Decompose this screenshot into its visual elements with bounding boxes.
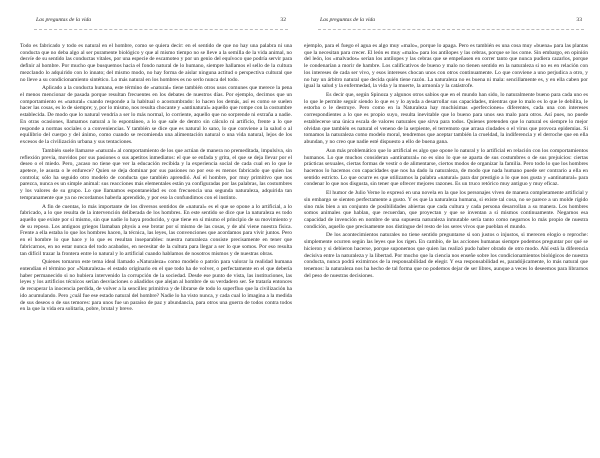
page-body xyxy=(304,43,588,279)
paragraph: También suele llamarse «natural» al comportamiento de los que actúan de manera no premeditada, impulsiva, sin reflexión previa, movidos por sus pasiones o sus apetitos inmediatos: el que se enfada y grita, el que se deja llevar por el deseo o el miedo. Pero, ¿acaso no tiene que ver la educación recibida y la experiencia social de cada cual en lo que le apetece, le asusta o le enfurece? Quien se deja dominar por sus pasiones no por eso es menos fabricado que quien las controla; sólo ha seguido otro modelo de conducta que también aprendió. Así el hombre, por muy primitivo que nos parezca, nunca es un simple animal: sus reacciones más elementales están ya configuradas por las palabras, las costumbres y los valores de su grupo. Lo que llamamos espontaneidad es con frecuencia una segunda naturaleza, adquirida tan tempranamente que ya no recordamos haberla aprendido, y por eso la confundimos con el instinto. xyxy=(20,147,292,201)
header-rule xyxy=(34,29,288,30)
left-page xyxy=(20,0,292,458)
paragraph: ejemplo, para el fuego el agua es algo muy «malo», porque lo apaga. Pero es también es una cosa muy «buena» para las plantas que la necesitan para crecer. El león es muy «malo» para los antílopes y las cebras, porque se los come. Sin embargo, en opinión del león, los «malvados» serían los antílopes y las cebras que se empeñasen en correr tanto que nunca pudiera cazarlos, porque le condenarían a morir de hambre. Los calificativos de bueno y malo no tienen sentido en la naturaleza si no es en relación con los intereses de cada ser vivo, y esos intereses chocan unos con otros continuamente. Lo que conviene a uno perjudica a otro, y no hay un árbitro natural que decida quién tiene razón. La naturaleza no es buena ni mala: sencillamente es, y en ella caben por igual la salud y la enfermedad, la vida y la muerte, la armonía y la catástrofe. xyxy=(304,43,588,90)
paragraph: Quienes tomaron este tema ideal llamado «Naturaleza» como modelo o patrón para valorar la realidad humana entendían el término por «Naturaleza» el estado originario en el que todo ha de volver, o perfectamente en el que debería haber permanecido si no hubiera intervenido la corrupción de la sociedad. Desde ese punto de vista, las instituciones, las leyes y los artificios técnicos serían desviaciones o añadidos que alejan al hombre de su verdadero ser. Se trataría entonces de recuperar la inocencia perdida, de volver a la sencillez primitiva y de librarse de todo lo superfluo que la civilización ha ido acumulando. Pero ¿cuál fue ese estado natural del hombre? Nadie lo ha visto nunca, y cada cual lo imagina a la medida de sus deseos o de sus temores: para unos fue un paraíso de paz y abundancia, para otros una guerra de todos contra todos en la que la vida era solitaria, pobre, brutal y breve. xyxy=(20,259,292,313)
paragraph: El humor de Julio Verne lo expresó en una novela en la que los personajes viven de manera completamente artificial y sin embargo se sienten perfectamente a gusto. Y es que la naturaleza humana, si existe tal cosa, no se parece a un molde rígido sino más bien a un conjunto de posibilidades abiertas que cada cultura y cada persona desarrollan a su manera. Los hombres somos animales que hablan, que recuerdan, que proyectan y que se inventan a sí mismos continuamente. Negarnos esa capacidad de invención en nombre de una supuesta naturaleza inmutable sería tanto como negarnos lo más propio de nuestra condición, aquello que precisamente nos distingue del resto de los seres vivos que pueblan el mundo. xyxy=(304,190,588,230)
paragraph: Aun más problemático que lo artificial es algo que opone lo natural y lo artificial en relación con los comportamientos humanos. Lo que muchos consideran «antinatural» no es sino lo que se aparta de sus costumbres o de sus prejuicios: ciertas prácticas sexuales, ciertas formas de vestir o de alimentarse, ciertos modos de organizar la familia. Pero todo lo que los hombres hacemos lo hacemos con capacidades que nos ha dado la naturaleza, de modo que nada humano puede ser contrario a ella en sentido estricto. Lo que ocurre es que utilizamos la palabra «natural» para dar prestigio a lo que nos gusta y «antinatural» para condenar lo que nos disgusta, sin tener que ofrecer mejores razones. Es un truco retórico muy antiguo y muy eficaz. xyxy=(304,147,588,188)
right-page xyxy=(304,0,588,458)
paragraph: Todo es fabricado y todo es natural en el hombre, como se quiera decir: en el sentido de que no hay una palabra ni una conducta que no deba algo al ser puramente biológico y que al mismo tiempo no se lleve a la semilla de la vida animal, no desvíe de su sentido las conductas vitales, por una especie de escamoteo y por un genio del equívoco que podría servir para definir al hombre. Por mucho que busquemos hacia el fondo natural de lo humano, siempre hallamos el sello de la cultura mezclando lo adquirido con lo innato; del mismo modo, no hay forma de aislar ninguna actitud o perspectiva cultural que no lleve a su condicionamiento sintético. Lo más natural en los hombres es no serlo nunca del todo. xyxy=(20,43,292,83)
page-number: 33 xyxy=(576,17,582,23)
page-number: 32 xyxy=(280,17,286,23)
running-title: Las preguntas de la vida xyxy=(320,17,376,23)
running-header xyxy=(304,17,588,25)
paragraph: Aplicado a la conducta humana, este término de «natural» tiene también otros usos comunes que merece la pena el menos mencionar de pasada porque resultan frecuentes en los debates de nuestros días. Por ejemplo, decimos que un comportamiento es «natural» cuando responde a la habitual o acostumbrado: lo hacen los demás, así es como se suelen hacer las cosas, es lo de siempre; y, por lo mismo, nos resulta chocante y «antinatural» aquello que rompe con la costumbre establecida. De modo que lo natural vendría a ser lo más normal, lo corriente, aquello que no sorprende ni extraña a nadie. En otras ocasiones, llamamos natural a lo espontáneo, a lo que sale de dentro sin cálculo ni artificio, frente a lo que responde a normas sociales o a conveniencias. Y también se dice que es natural lo sano, lo que conviene a la salud o al equilibrio del cuerpo y del ánimo, como cuando se recomienda una alimentación natural o una vida natural, lejos de los excesos de la civilización urbana y sus tentaciones. xyxy=(20,85,292,146)
paragraph: De los acontecimientos naturales no tiene sentido preguntarse si son justos o injustos, si merecen elogio o reproche: simplemente ocurren según las leyes que los rigen. En cambio, de las acciones humanas siempre podemos preguntar por qué se hicieron y si debieron hacerse, porque suponemos que quien las realizó pudo haber obrado de otro modo. Ahí está la diferencia decisiva entre la naturaleza y la libertad. Por mucho que la ciencia nos enseñe sobre los condicionamientos biológicos de nuestra conducta, nunca podrá eximirnos de la responsabilidad de elegir. Y esa responsabilidad es, paradójicamente, lo más natural que tenemos: la naturaleza nos ha hecho de tal forma que no podemos dejar de ser libres, aunque a veces lo deseemos para librarnos del peso de nuestras decisiones. xyxy=(304,232,588,279)
header-rule xyxy=(318,29,584,30)
running-header xyxy=(20,17,292,25)
paragraph: Es decir que, según Spinoza y algunos otros sabios que en el mundo han sido, lo naturalmente bueno para cada uno es lo que le permite seguir siendo lo que es y lo ayuda a desarrollar sus capacidades, mientras que lo malo es lo que le debilita, le estorba o le destruye. Pero como en la Naturaleza hay muchísimas «perfecciones» diferentes, cada una con intereses correspondientes a lo que es propio suyo, resulta inevitable que lo bueno para unos sea malo para otros. Así pues, no puede establecerse una única escala de valores naturales que sirva para todos. Quienes pretenden que lo natural es siempre lo mejor olvidan que también es natural el veneno de la serpiente, el terremoto que arrasa ciudades o el virus que provoca epidemias. Si tomamos la naturaleza como modelo moral, tendremos que aceptar también la crueldad, la indiferencia y el derroche que en ella abundan, y no creo que nadie esté dispuesto a ello de buena gana. xyxy=(304,92,588,146)
page-body xyxy=(20,43,292,313)
paragraph: A fin de cuentas, lo más importante de los diversos sentidos de «natural» es el que se opone a lo artificial, a lo fabricado, a lo que resulta de la intervención deliberada de los hombres. En este sentido se dice que la naturaleza es todo aquello que existe por sí mismo, sin que nadie lo haya producido, y que tiene en sí mismo el principio de su movimiento y de su reposo. Los antiguos griegos llamaban physis a ese brotar por sí mismo de las cosas, y de ahí viene nuestra física. Frente a ella estaba lo que los hombres hacen, la técnica, las leyes, las convenciones que acordamos para vivir juntos. Pero en el hombre lo que hace y lo que es resultan inseparables: nuestra naturaleza consiste precisamente en tener que fabricarnos, en no estar nunca del todo acabados, en necesitar de la cultura para llegar a ser lo que somos. Por eso resulta tan difícil trazar la frontera entre lo natural y lo artificial cuando hablamos de nosotros mismos y de nuestras obras. xyxy=(20,203,292,257)
running-title: Las preguntas de la vida xyxy=(36,17,92,23)
